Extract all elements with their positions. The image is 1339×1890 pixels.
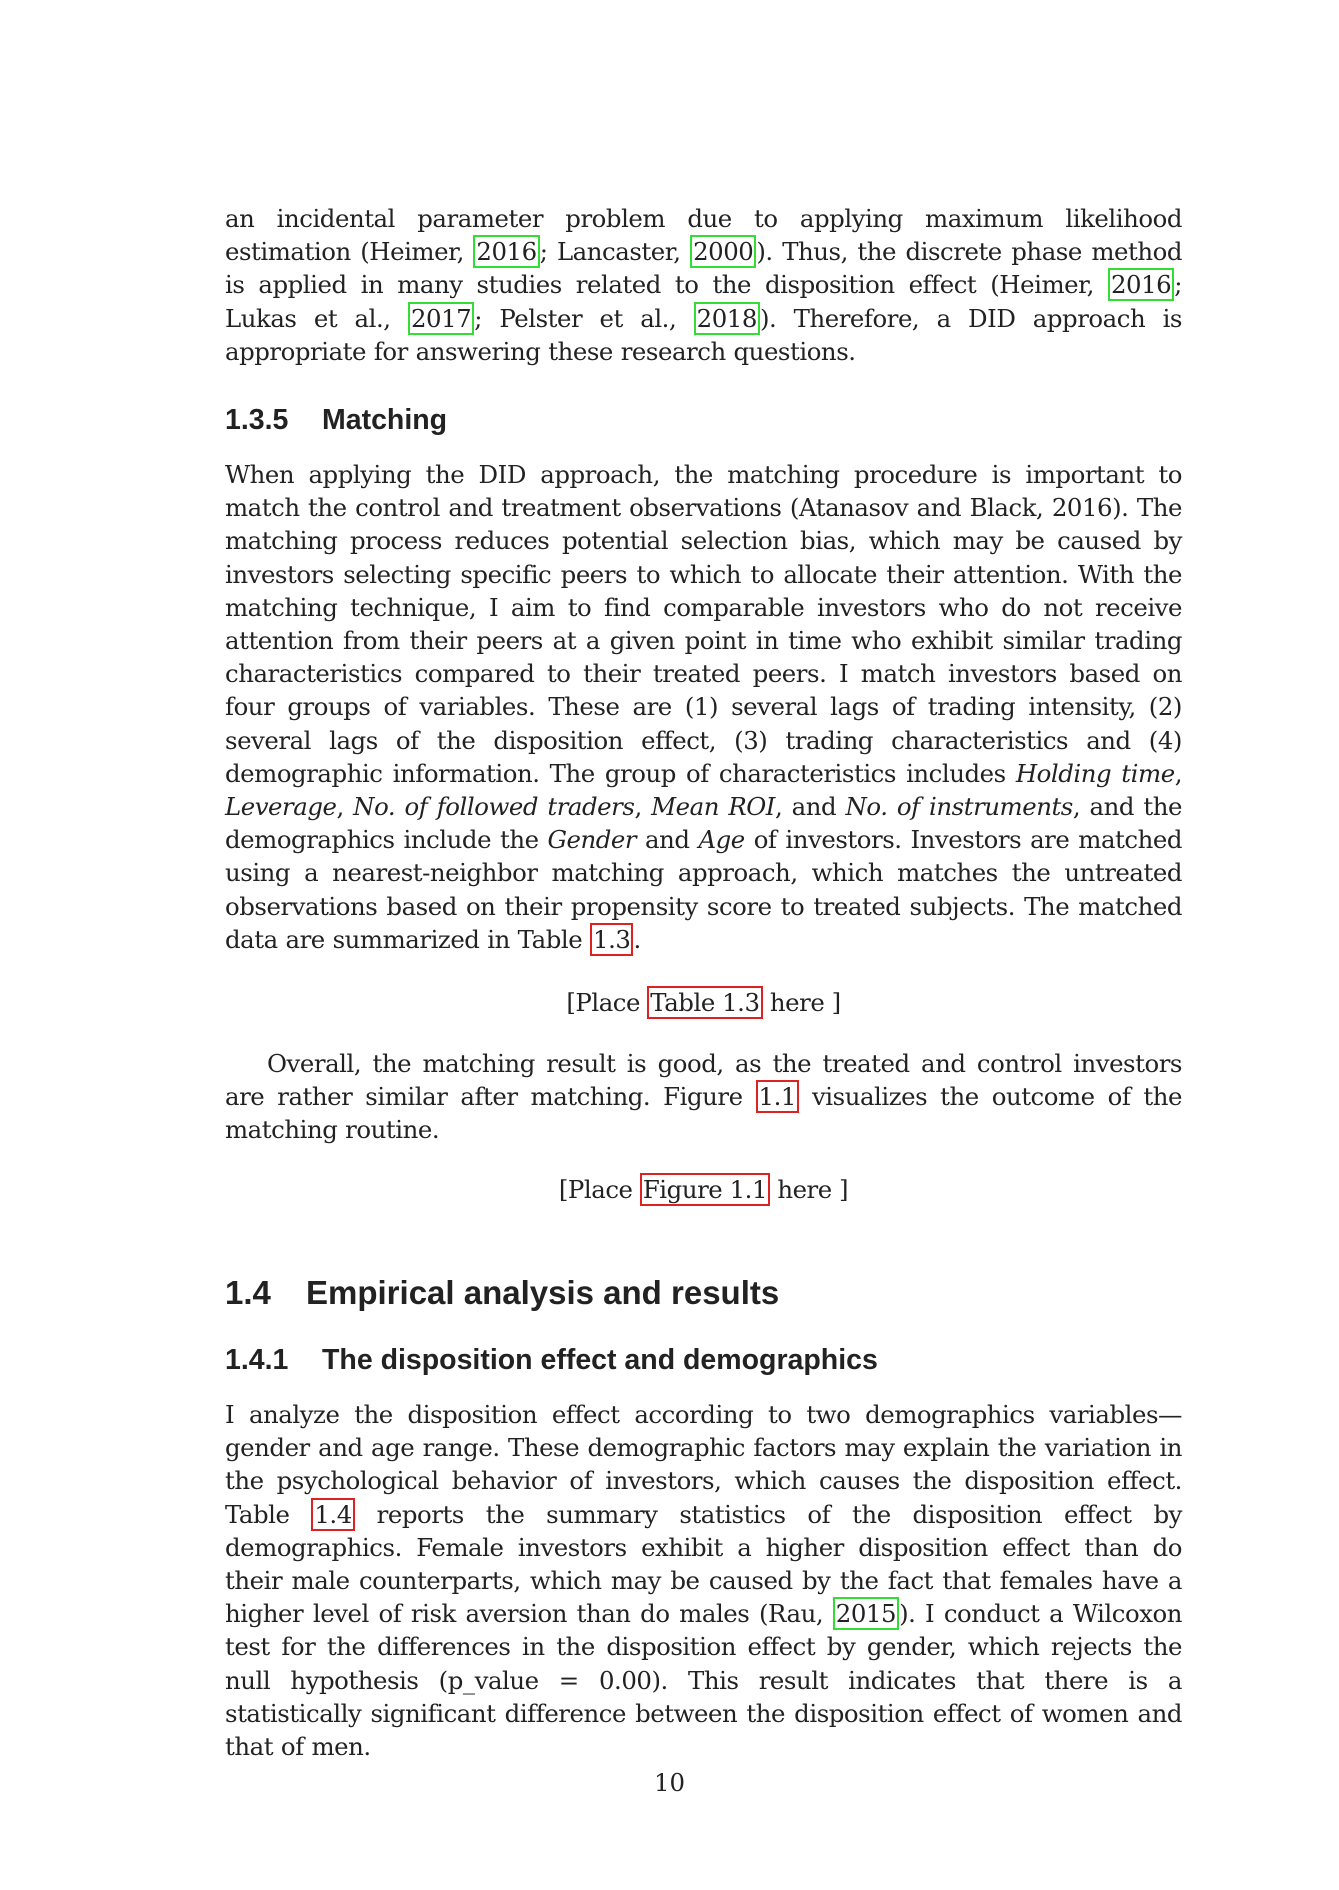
paragraph-matching-result: Overall, the matching result is good, as the treated and control investors are rather similar after matching. Figure 1.1 visualizes the outcome of the matching routine.	[225, 1049, 1182, 1145]
paragraph-disposition-demographics: I analyze the disposition effect according to two demographics variables—gender and age range. These demographic factors may explain the variation in the psychological behavior of investors, which causes the disposition effect. Table 1.4 reports the summary statistics of the disposition effect by demographics. Female investors exhibit a higher disposition effect than do their male counterparts, which may be caused by the fact that females have a higher level of risk aversion than do males (Rau, 2015 ). I conduct a Wilcoxon test for the differences in the disposition effect by gender, which rejects the null hypothesis (p_value = 0.00). This result indicates that there is a statistically significant difference between the disposition effect of women and that of men.	[225, 1400, 1182, 1762]
table-reference-link[interactable]: Table 1.3	[647, 986, 762, 1019]
paragraph-incidental-parameter: an incidental parameter problem due to applying maximum likelihood estimation (Heimer, 2016 ; Lancaster, 2000 ). Thus, the discrete phase method is applied in many studies related to the disposition effect (Heimer, 2016 ; Lukas et al., 2017 ; Pelster et al., 2018 ). Therefore, a DID approach is appropriate for answering these research questions.	[225, 204, 1182, 366]
citation-link[interactable]: 2016	[1108, 268, 1174, 301]
paragraph-matching: When applying the DID approach, the matching procedure is important to match the control and treatment observations (Atanasov and Black, 2016). The matching process reduces potential selection bias, which may be caused by investors selecting specific peers to which to allocate their attention. With the matching technique, I aim to find comparable investors who do not receive attention from their peers at a given point in time who exhibit similar trading characteristics compared to their treated peers. I match investors based on four groups of variables. These are (1) several lags of trading intensity, (2) several lags of the disposition effect, (3) trading characteristics and (4) demographic information. The group of characteristics includes Holding time, Leverage, No. of followed traders, Mean ROI, and No. of instruments, and the demographics include the Gender and Age of investors. Investors are matched using a nearest-neighbor matching approach, which matches the untreated observations based on their propensity score to treated subjects. The matched data are summarized in Table 1.3 .	[225, 460, 1183, 954]
page-number: 10	[653, 1768, 686, 1797]
citation-link[interactable]: 2017	[408, 302, 474, 335]
section-heading-disposition-demographics	[225, 1344, 878, 1377]
section-number: 1.4.1	[225, 1344, 289, 1376]
citation-link[interactable]: 2000	[690, 235, 756, 268]
table-reference-link[interactable]: 1.4	[311, 1498, 354, 1531]
citation-link[interactable]: 2016	[473, 235, 539, 268]
citation-link[interactable]: 2015	[833, 1597, 899, 1630]
section-title: Empirical analysis and results	[306, 1274, 780, 1311]
section-number: 1.3.5	[225, 404, 289, 436]
section-title: Matching	[322, 404, 448, 436]
section-heading-matching	[225, 404, 447, 437]
citation-link[interactable]: 2018	[694, 302, 760, 335]
section-heading-empirical-analysis	[225, 1274, 779, 1312]
place-figure-note: [Place Figure 1.1 here ]	[558, 1175, 849, 1204]
section-title: The disposition effect and demographics	[322, 1344, 878, 1376]
figure-reference-link[interactable]: 1.1	[756, 1080, 799, 1113]
section-number: 1.4	[225, 1274, 271, 1311]
place-table-note: [Place Table 1.3 here ]	[566, 988, 841, 1017]
figure-reference-link[interactable]: Figure 1.1	[640, 1173, 770, 1206]
table-reference-link[interactable]: 1.3	[590, 923, 633, 956]
